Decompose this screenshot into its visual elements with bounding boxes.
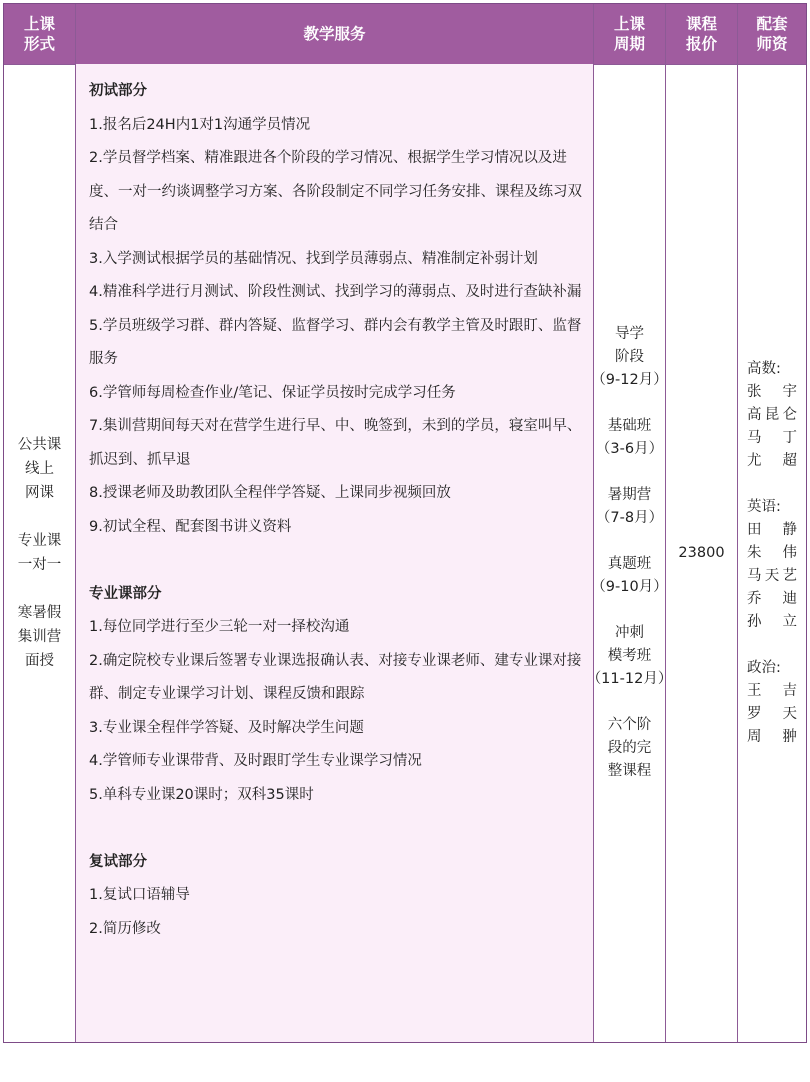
header-service [76, 4, 593, 64]
teacher-name: 高昆仑 [747, 406, 797, 423]
period-line: 暑期营 [607, 487, 652, 503]
service-item: 6.学管师每周检查作业/笔记、保证学员按时完成学习任务 [89, 384, 456, 401]
service-item: 2.确定院校专业课后签署专业课选报确认表、对接专业课老师、建专业课对接群、制定专业课学习计划、课程反馈和跟踪 [89, 652, 582, 702]
header-mode-line: 上课 [23, 15, 55, 33]
period-line: 冲刺 [615, 625, 644, 641]
service-item: 8.授课老师及助教团队全程伴学答疑、上课同步视频回放 [89, 485, 451, 501]
mode-line: 线上 [25, 461, 54, 477]
teacher-name: 张 宇 [747, 383, 797, 400]
period-line: （11-12月） [586, 671, 673, 687]
mode-group [18, 529, 62, 577]
period-line: （7-8月） [595, 510, 664, 526]
service-item: 3.入学测试根据学员的基础情况、找到学员薄弱点、精准制定补弱计划 [89, 250, 538, 267]
teacher-name: 朱 伟 [747, 544, 797, 561]
mode-line: 寒暑假 [17, 605, 62, 621]
period-line: 段的完 [607, 740, 652, 756]
service-item: 7.集训营期间每天对在营学生进行早、中、晚签到，未到的学员，寝室叫早、抓迟到、抓早退 [89, 418, 582, 468]
period-group [587, 553, 673, 599]
header-price-line: 报价 [685, 35, 717, 53]
header-teachers-line: 配套 [756, 15, 788, 33]
teacher-name: 罗 天 [747, 705, 797, 722]
period-line: 模考班 [607, 648, 652, 664]
period-line: 真题班 [607, 556, 652, 572]
service-item: 4.学管师专业课带背、及时跟盯学生专业课学习情况 [89, 753, 422, 769]
period-line: 阶段 [615, 349, 644, 365]
period-group [587, 714, 673, 783]
teacher-name: 周 翀 [747, 728, 797, 745]
mode-line: 面授 [25, 653, 54, 669]
header-service-label: 教学服务 [303, 25, 366, 43]
teacher-name: 田 静 [747, 521, 797, 538]
teacher-group [747, 657, 797, 749]
section-title-initial: 初试部分 [89, 83, 147, 99]
service-item: 1.每位同学进行至少三轮一对一择校沟通 [89, 619, 350, 635]
mode-line: 一对一 [17, 557, 62, 573]
period-line: （9-12月） [591, 372, 668, 388]
period-line: （9-10月） [591, 579, 668, 595]
header-mode-line: 形式 [23, 35, 55, 53]
section-title-major: 专业课部分 [89, 585, 162, 602]
service-cell [76, 64, 593, 1042]
mode-cell [4, 64, 75, 1042]
period-line: 导学 [615, 326, 644, 342]
service-item: 2.学员督学档案、精准跟进各个阶段的学习情况、根据学生学习情况以及进度、一对一约谈调整学习方案、各阶段制定不同学习任务安排、课程及练习双结合 [89, 150, 582, 233]
section-spacer [89, 544, 587, 578]
period-line: 整课程 [607, 763, 652, 779]
teacher-name: 尤 超 [747, 452, 797, 469]
header-period-line: 周期 [613, 35, 645, 53]
period-group [587, 415, 673, 461]
teacher-name: 王 吉 [747, 682, 797, 699]
header-period [594, 4, 665, 64]
section-spacer [89, 812, 587, 846]
period-cell [586, 64, 673, 1042]
service-item: 5.单科专业课20课时；双科35课时 [89, 786, 314, 803]
header-mode [4, 4, 75, 64]
header-teachers-line: 师资 [756, 35, 788, 53]
teacher-group [747, 358, 797, 473]
teacher-subject: 政治: [747, 659, 781, 676]
period-group [587, 622, 673, 691]
mode-line: 集训营 [17, 629, 62, 645]
teacher-subject: 英语: [747, 498, 781, 515]
teacher-name: 乔 迪 [747, 590, 797, 607]
mode-group [18, 601, 62, 673]
teacher-name: 马天艺 [747, 567, 797, 584]
header-price [666, 4, 737, 64]
service-item: 9.初试全程、配套图书讲义资料 [89, 518, 292, 535]
service-item: 1.复试口语辅导 [89, 887, 190, 903]
teacher-subject: 高数: [747, 360, 781, 377]
service-item: 4.精准科学进行月测试、阶段性测试、找到学习的薄弱点、及时进行查缺补漏 [89, 284, 582, 300]
service-item: 1.报名后24H内1对1沟通学员情况 [89, 116, 311, 133]
mode-line: 公共课 [17, 437, 62, 453]
teacher-name: 马 丁 [747, 429, 797, 446]
service-item: 5.学员班级学习群、群内答疑、监督学习、群内会有教学主管及时跟盯、监督服务 [89, 317, 582, 367]
service-item: 2.简历修改 [89, 920, 161, 937]
price-cell [666, 64, 737, 1042]
period-line: 基础班 [607, 418, 652, 434]
teachers-cell [738, 64, 806, 1042]
mode-line: 专业课 [17, 533, 62, 549]
mode-line: 网课 [25, 485, 54, 501]
period-line: （3-6月） [595, 441, 664, 457]
teacher-name: 孙 立 [747, 613, 797, 630]
teacher-group [747, 496, 797, 634]
header-period-line: 上课 [613, 15, 645, 33]
service-item: 3.专业课全程伴学答疑、及时解决学生问题 [89, 719, 364, 736]
course-table [3, 3, 807, 1043]
period-group [587, 484, 673, 530]
header-price-line: 课程 [685, 15, 717, 33]
period-line: 六个阶 [607, 717, 652, 733]
header-teachers [738, 4, 806, 64]
mode-group [18, 433, 62, 505]
price-value: 23800 [678, 545, 725, 561]
section-title-retest: 复试部分 [89, 853, 147, 870]
service-content [89, 75, 587, 946]
period-group [587, 323, 673, 392]
